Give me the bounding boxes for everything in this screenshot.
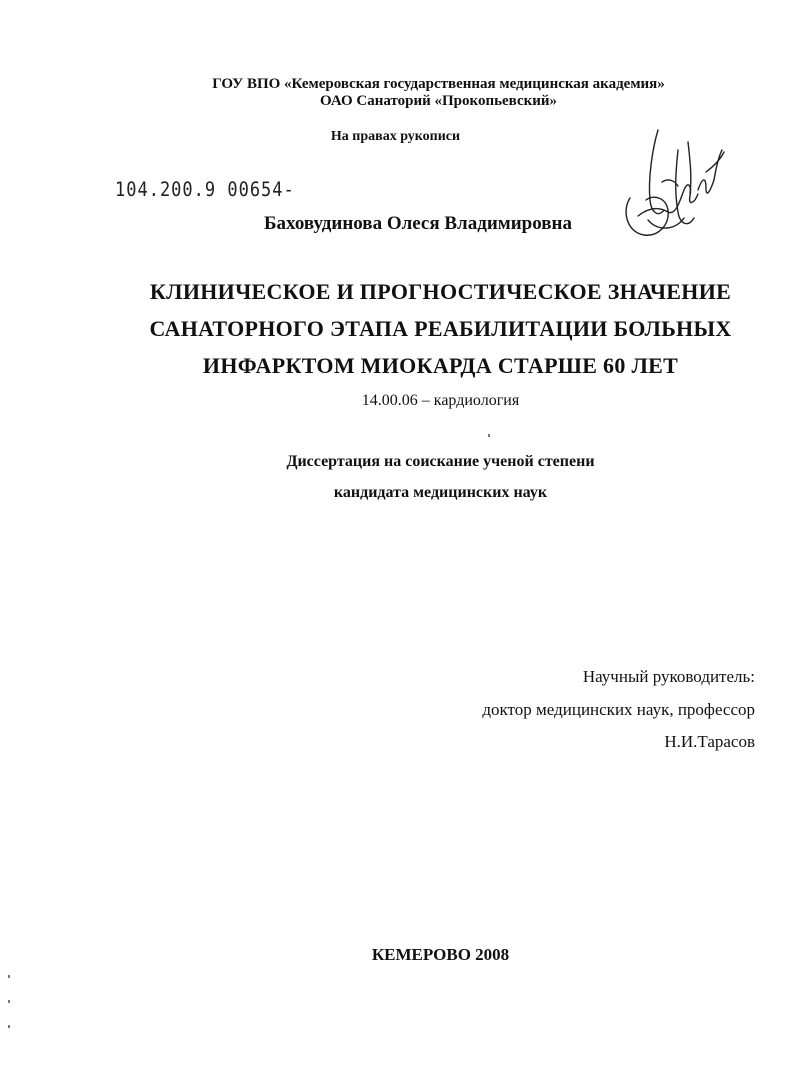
- scan-speck: [8, 1025, 10, 1028]
- organization-line-1: ГОУ ВПО «Кемеровская государственная медицинская академия»: [212, 76, 665, 92]
- degree-line-1: Диссертация на соискание ученой степени: [286, 453, 595, 470]
- author-name: Баховудинова Олеся Владимировна: [264, 213, 572, 234]
- scan-speck: [8, 1000, 10, 1003]
- scan-speck: [488, 434, 490, 437]
- title-line-1: КЛИНИЧЕСКОЕ И ПРОГНОСТИЧЕСКОЕ ЗНАЧЕНИЕ: [149, 279, 732, 304]
- supervisor-label: Научный руководитель:: [582, 667, 755, 686]
- supervisor-name: Н.И.Тарасов: [664, 732, 755, 751]
- specialty: 14.00.06 – кардиология: [361, 392, 520, 409]
- manuscript-note: На правах рукописи: [330, 129, 461, 144]
- organization-line-2: ОАО Санаторий «Прокопьевский»: [319, 93, 558, 109]
- title-line-2: САНАТОРНОГО ЭТАПА РЕАБИЛИТАЦИИ БОЛЬНЫХ: [149, 316, 732, 341]
- city-year: КЕМЕРОВО 2008: [371, 945, 510, 964]
- signature-icon: [618, 120, 728, 245]
- scan-speck: [8, 975, 10, 978]
- degree-line-2: кандидата медицинских наук: [333, 484, 548, 501]
- title-line-3: ИНФАРКТОМ МИОКАРДА СТАРШЕ 60 ЛЕТ: [202, 353, 679, 378]
- library-stamp-number: 104.200.9 00654-: [115, 178, 295, 202]
- supervisor-credentials: доктор медицинских наук, профессор: [482, 700, 755, 719]
